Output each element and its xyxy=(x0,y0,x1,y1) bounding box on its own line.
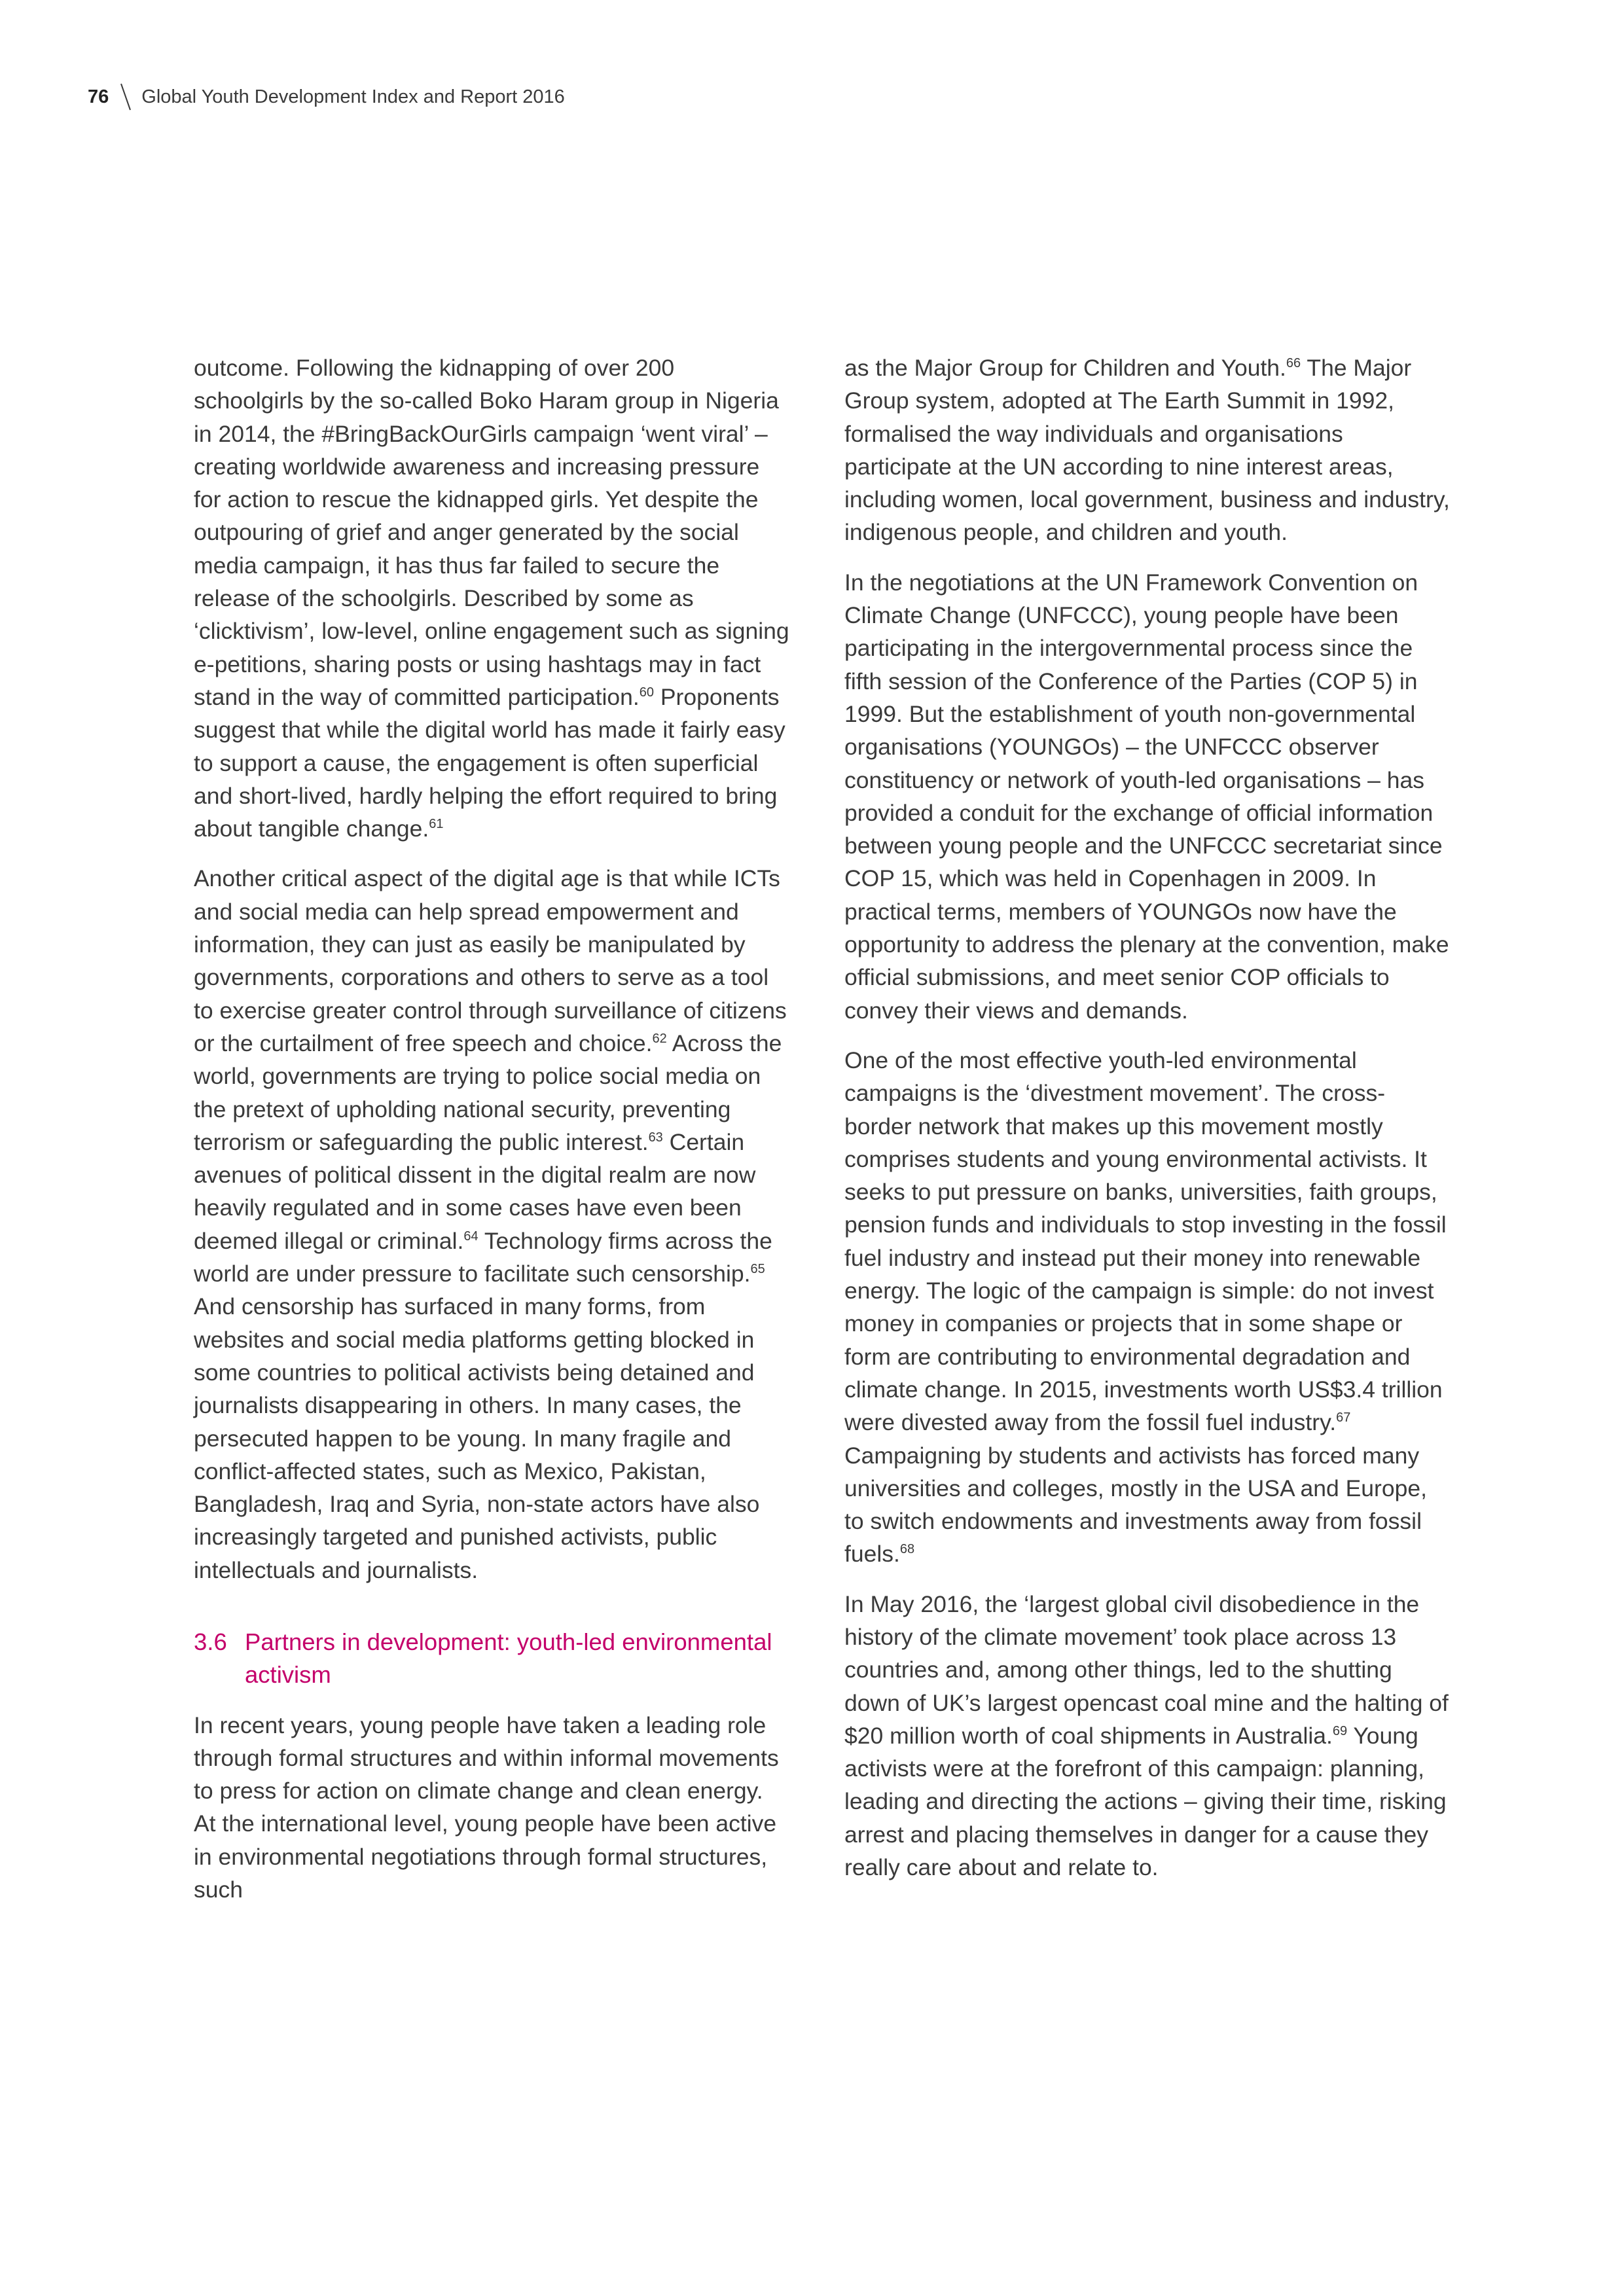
paragraph: In the negotiations at the UN Framework Convention on Climate Change (UNFCCC), young people have been participating in the intergovernmental process since the fifth session of the Conference of the Parties (COP 5) in 1999. But the establishment of youth non-governmental organisations (YOUNGOs) – the UNFCCC observer constituency or network of youth-led organisations – has provided a conduit for the exchange of official information between young people and the UNFCCC secretariat since COP 15, which was held in Copenhagen in 2009. In practical terms, members of YOUNGOs now have the opportunity to address the plenary at the convention, make official submissions, and meet senior COP officials to convey their views and demands. xyxy=(844,569,1449,1024)
paragraph: In May 2016, the ‘largest global civil disobedience in the history of the climate movement’ took place across 13 countries and, among other things, led to the shutting down of UK’s largest opencast coal mine and the halting of $20 million worth of coal shipments in Australia.$^{69}$ Young activists were at the forefront of this campaign: planning, leading and directing the actions – giving their time, risking arrest and placing themselves in danger for a cause they really care about and relate to. xyxy=(844,1590,1449,1881)
section-heading xyxy=(194,1626,789,1692)
footnote-ref: 62 xyxy=(652,1031,667,1047)
footnote-ref: 69 xyxy=(1332,1724,1348,1739)
section-number: 3.6 xyxy=(194,1628,227,1655)
footnote-ref: 65 xyxy=(750,1262,765,1277)
footnote-ref: 68 xyxy=(899,1542,915,1557)
footnote-ref: 61 xyxy=(429,817,444,832)
footnote-ref: 67 xyxy=(1336,1410,1351,1426)
paragraph: In recent years, young people have taken a leading role through formal structures and within informal movements to press for action on climate change and clean energy. At the international level, young people have been active in environmental negotiations through formal structures, such xyxy=(194,1712,779,1903)
footnote-ref: 60 xyxy=(639,685,655,700)
footnote-ref: 66 xyxy=(1286,356,1301,371)
paragraph: outcome. Following the kidnapping of over 200 schoolgirls by the so-called Boko Haram group in Nigeria in 2014, the #BringBackOurGirls campaign ‘went viral’ – creating worldwide awareness and increasing pressure for action to rescue the kidnapped girls. Yet despite the outpouring of grief and anger generated by the social media campaign, it has thus far failed to secure the release of the schoolgirls. Described by some as ‘clicktivism’, low-level, online engagement such as signing e-petitions, sharing posts or using hashtags may in fact stand in the way of committed participation.$^{60}$ Proponents suggest that while the digital world has made it fairly easy to support a cause, the engagement is often superficial and short-lived, hardly helping the effort required to bring about tangible change.$^{61}$ xyxy=(194,355,789,842)
footnote-ref: 63 xyxy=(648,1130,663,1145)
separator-slash-icon xyxy=(119,82,132,111)
section-title: Partners in development: youth-led environmental activism xyxy=(245,1628,772,1689)
report-title: Global Youth Development Index and Report 2016 xyxy=(141,86,565,107)
paragraph: Another critical aspect of the digital age is that while ICTs and social media can help spread empowerment and information, they can just as easily be manipulated by governments, corporations and others to serve as a tool to exercise greater control through surveillance of citizens or the curtailment of free speech and choice.$^{62}$ Across the world, governments are trying to police social media on the pretext of upholding national security, preventing terrorism or safeguarding the public interest.$^{63}$ Certain avenues of political dissent in the digital realm are now heavily regulated and in some cases have even been deemed illegal or criminal.$^{64}$ Technology firms across the world are under pressure to facilitate such censorship.$^{65}$ And censorship has surfaced in many forms, from websites and social media platforms getting blocked in some countries to political activists being detained and journalists disappearing in others. In many cases, the persecuted happen to be young. In many fragile and conflict-affected states, such as Mexico, Pakistan, Bangladesh, Iraq and Syria, non-state actors have also increasingly targeted and punished activists, public intellectuals and journalists. xyxy=(194,865,787,1583)
paragraph: One of the most effective youth-led environmental campaigns is the ‘divestment movement’. The cross-border network that makes up this movement mostly comprises students and young environmental activists. It seeks to put pressure on banks, universities, faith groups, pension funds and individuals to stop investing in the fossil fuel industry and instead put their money into renewable energy. The logic of the campaign is simple: do not invest money in companies or projects that in some shape or form are contributing to environmental degradation and climate change. In 2015, investments worth US$3.4 trillion were divested away from the fossil fuel industry.$^{67}$ Campaigning by students and activists has forced many universities and colleges, mostly in the USA and Europe, to switch endowments and investments away from fossil fuels.$^{68}$ xyxy=(844,1047,1447,1568)
paragraph: as the Major Group for Children and Youth.$^{66}$ The Major Group system, adopted at The Earth Summit in 1992, formalised the way individuals and organisations participate at the UN according to nine interest areas, including women, local government, business and industry, indigenous people, and children and youth. xyxy=(844,355,1450,546)
footnote-ref: 64 xyxy=(463,1229,478,1244)
right-column xyxy=(844,351,1450,1901)
left-column xyxy=(194,351,789,1923)
page-number: 76 xyxy=(88,86,109,107)
running-header xyxy=(88,84,565,110)
